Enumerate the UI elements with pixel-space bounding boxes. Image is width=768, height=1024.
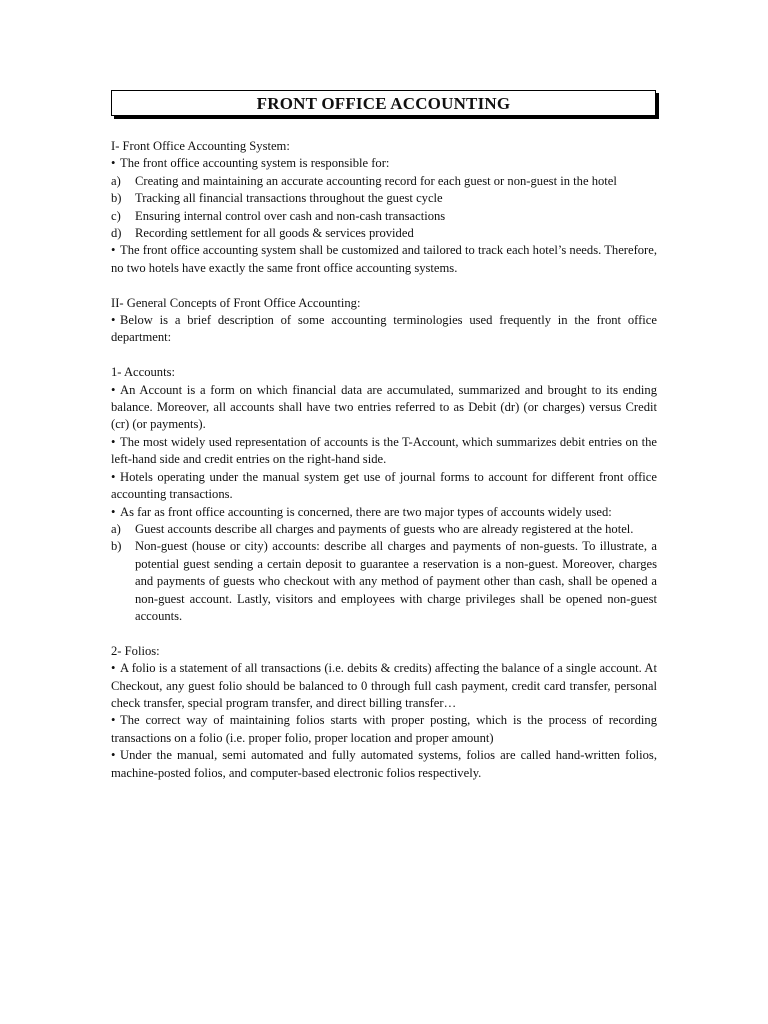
section-heading: I- Front Office Accounting System: bbox=[111, 139, 290, 153]
bullet-icon: • bbox=[111, 434, 116, 449]
bullet-icon: • bbox=[111, 243, 116, 258]
bullet-paragraph: • The most widely used representation of accounts is the T-Account, which summarizes debit entries on the left-hand side and credit entries on the right-hand side. bbox=[111, 434, 657, 467]
bullet-icon: • bbox=[111, 469, 116, 484]
list-item: a) Creating and maintaining an accurate accounting record for each guest or non-guest in the hotel bbox=[111, 173, 617, 188]
page-title: FRONT OFFICE ACCOUNTING bbox=[111, 90, 656, 116]
bullet-icon: • bbox=[111, 713, 116, 728]
list-item: c) Ensuring internal control over cash and non-cash transactions bbox=[111, 208, 446, 223]
bullet-paragraph: • The front office accounting system shall be customized and tailored to track each hotel’s needs. Therefore, no two hotels have exactly the same front office accounting systems. bbox=[111, 243, 657, 275]
section-heading: 2- Folios: bbox=[111, 643, 160, 658]
bullet-icon: • bbox=[111, 504, 116, 519]
bullet-paragraph: • The correct way of maintaining folios starts with proper posting, which is the process of recording transactions on a folio (i.e. proper folio, proper location and proper amount) bbox=[111, 713, 657, 745]
bullet-paragraph: • Under the manual, semi automated and fully automated systems, folios are called hand-written folios, machine-posted folios, and computer-based electronic folios respectively. bbox=[111, 748, 657, 780]
list-item: d) Recording settlement for all goods & services provided bbox=[111, 226, 414, 241]
bullet-paragraph: • The front office accounting system is responsible for: bbox=[111, 155, 657, 172]
bullet-paragraph: • Hotels operating under the manual system get use of journal forms to account for different front office accounting transactions. bbox=[111, 469, 657, 502]
section-heading: 1- Accounts: bbox=[111, 365, 176, 380]
section-heading: II- General Concepts of Front Office Accounting: bbox=[111, 295, 361, 310]
bullet-icon: • bbox=[111, 382, 116, 397]
bullet-paragraph: • An Account is a form on which financial data are accumulated, summarized and brought to its ending balance. Moreover, all accounts shall have two entries referred to as Debit (dr) (or charges) versus Credit (cr) (or payments). bbox=[111, 382, 657, 432]
bullet-paragraph: • Below is a brief description of some accounting terminologies used frequently in the front office department: bbox=[111, 313, 657, 345]
list-item: a) Guest accounts describe all charges and payments of guests who are already registered at the hotel. bbox=[111, 521, 634, 536]
bullet-icon: • bbox=[111, 156, 116, 171]
document-page bbox=[111, 90, 657, 782]
list-item: b) Non-guest (house or city) accounts: describe all charges and payments of non-guests. To illustrate, a potential guest sending a certain deposit to guarantee a reservation is a non-guest. Moreover, charges and payments of guests who checkout with any method of payment other than cash, shall be opened a non-guest account. Lastly, visitors and employees with charge privileges shall be opened non-guest accounts. bbox=[111, 539, 657, 623]
bullet-icon: • bbox=[111, 313, 116, 328]
bullet-icon: • bbox=[111, 661, 116, 676]
bullet-paragraph: • As far as front office accounting is concerned, there are two major types of accounts widely used: bbox=[111, 504, 657, 521]
bullet-paragraph: • A folio is a statement of all transactions (i.e. debits & credits) affecting the balance of a single account. At Checkout, any guest folio should be balanced to 0 through full cash payment, credit card transfer, personal check transfer, special program transfer, and direct billing transfer… bbox=[111, 661, 657, 710]
list-item: b) Tracking all financial transactions throughout the guest cycle bbox=[111, 191, 443, 206]
bullet-icon: • bbox=[111, 748, 116, 763]
